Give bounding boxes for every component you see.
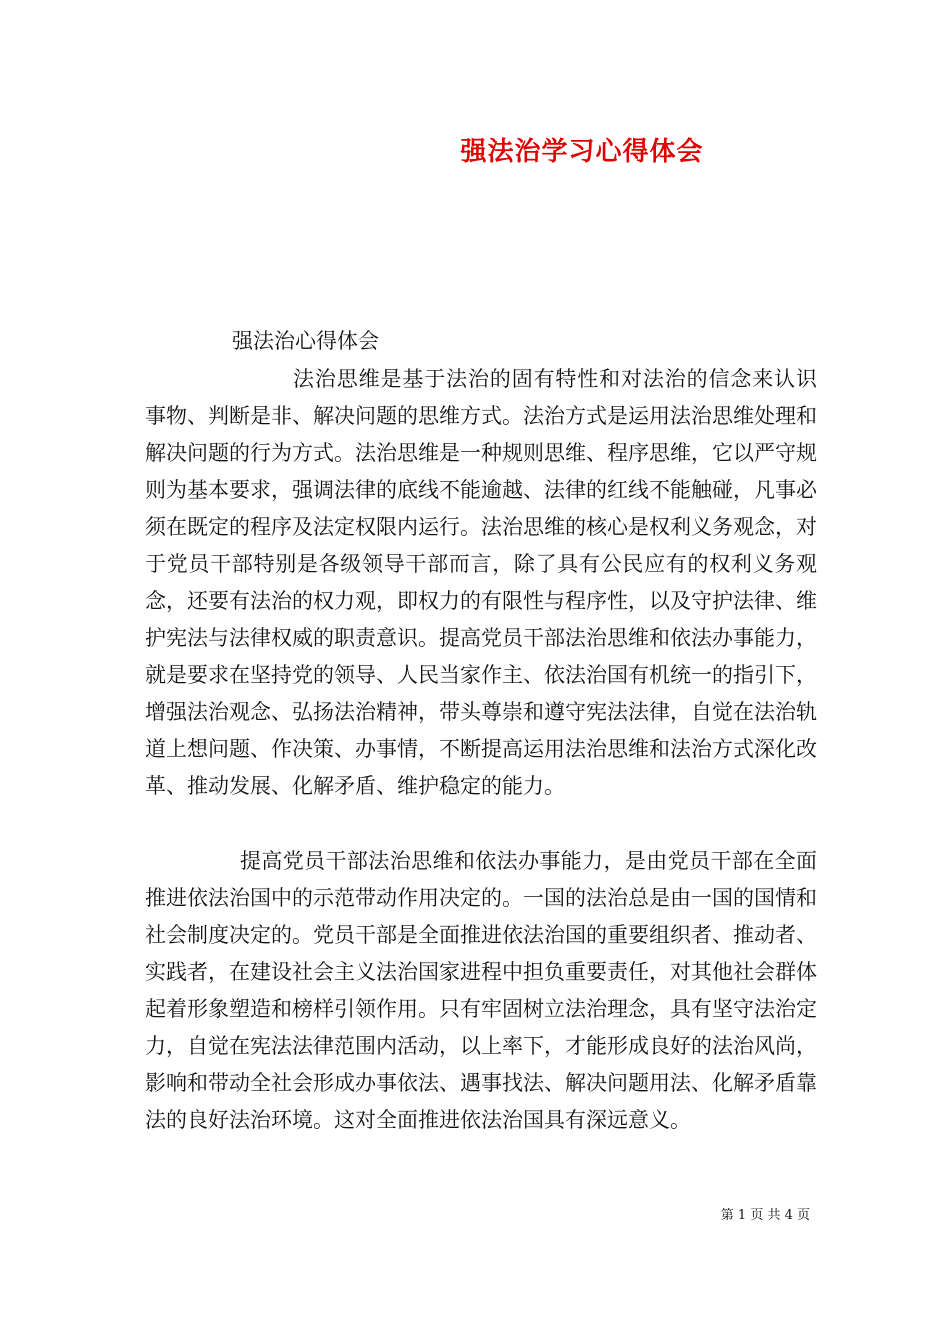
body-paragraph-1: 法治思维是基于法治的固有特性和对法治的信念来认识事物、判断是非、解决问题的思维方式。法治方式是运用法治思维处理和解决问题的行为方式。法治思维是一种规则思维、程序思维，它以严守规则为基本要求，强调法律的底线不能逾越、法律的红线不能触碰，凡事必须在既定的程序及法定权限内运行。法治思维的核心是权利义务观念，对于党员干部特别是各级领导干部而言，除了具有公民应有的权利义务观念，还要有法治的权力观，即权力的有限性与程序性，以及守护法律、维护宪法与法律权威的职责意识。提高党员干部法治思维和依法办事能力，就是要求在坚持党的领导、人民当家作主、依法治国有机统一的指引下，增强法治观念、弘扬法治精神，带头尊崇和遵守宪法法律，自觉在法治轨道上想问题、作决策、办事情，不断提高运用法治思维和法治方式深化改革、推动发展、化解矛盾、维护稳定的能力。	[145, 367, 817, 798]
page-footer: 第 1 页 共 4 页	[720, 1208, 810, 1223]
document-subtitle: 强法治心得体会	[232, 329, 379, 353]
document-title: 强法治学习心得体会	[460, 137, 704, 167]
body-paragraph-2: 提高党员干部法治思维和依法办事能力，是由党员干部在全面推进依法治国中的示范带动作用决定的。一国的法治总是由一国的国情和社会制度决定的。党员干部是全面推进依法治国的重要组织者、推动者、实践者，在建设社会主义法治国家进程中担负重要责任，对其他社会群体起着形象塑造和榜样引领作用。只有牢固树立法治理念，具有坚守法治定力，自觉在宪法法律范围内活动，以上率下，才能形成良好的法治风尚，影响和带动全社会形成办事依法、遇事找法、解决问题用法、化解矛盾靠法的良好法治环境。这对全面推进依法治国具有深远意义。	[145, 849, 817, 1132]
